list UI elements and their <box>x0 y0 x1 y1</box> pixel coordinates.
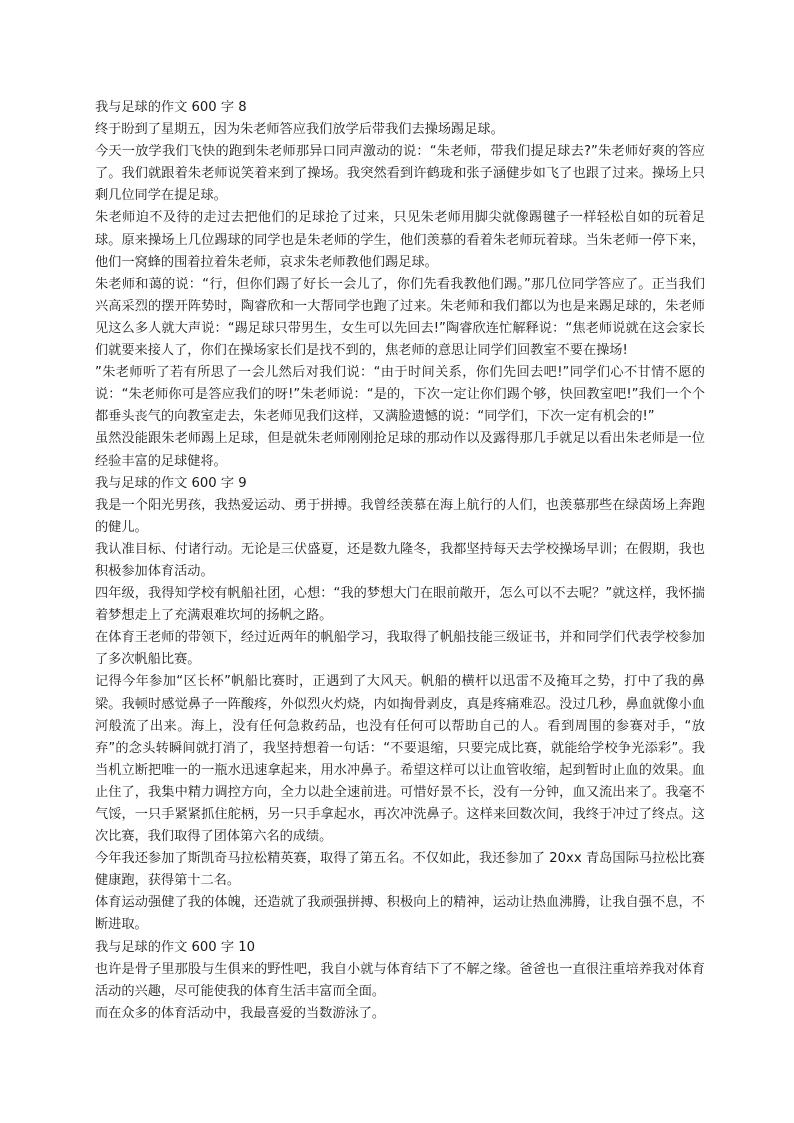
paragraph: 朱老师和蔼的说：“行，但你们踢了好长一会儿了，你们先看我教他们踢。”那几位同学答应了。正当我们兴高采烈的摆开阵势时，陶睿欣和一大帮同学也跑了过来。朱老师和我们都以为也是来踢足球的，朱老师见这么多人就大声说：“踢足球只带男生，女生可以先回去!”陶睿欣连忙解释说：“焦老师说就在这会家长们就要来接人了，你们在操场家长们是找不到的，焦老师的意思让同学们回教室不要在操场! <box>95 276 705 359</box>
paragraph: 我认准目标、付诸行动。无论是三伏盛夏，还是数九隆冬，我都坚持每天去学校操场早训；在假期，我也积极参加体育活动。 <box>95 541 705 579</box>
paragraph: 记得今年参加“区长杯”帆船比赛时，正遇到了大风天。帆船的横杆以迅雷不及掩耳之势，打中了我的鼻梁。我顿时感觉鼻子一阵酸疼，外似烈火灼烧，内如掏骨剥皮，真是疼痛难忍。没过几秒，鼻血就像小血河般流了出来。海上，没有任何急救药品，也没有任何可以帮助自己的人。看到周围的参赛对手，“放弃”的念头转瞬间就打消了，我坚持想着一句话：“不要退缩，只要完成比赛，就能给学校争光添彩”。我当机立断把唯一的一瓶水迅速拿起来，用水冲鼻子。希望这样可以让血管收缩，起到暂时止血的效果。血止住了，我集中精力调控方向，全力以赴全速前进。可惜好景不长，没有一分钟，血又流出来了。我毫不气馁，一只手紧紧抓住舵柄，另一只手拿起水，再次冲洗鼻子。这样来回数次间，我终于冲过了终点。这次比赛，我们取得了团体第六名的成绩。 <box>95 674 705 845</box>
essay-heading-9: 我与足球的作文 600 字 9 <box>95 475 247 491</box>
paragraph: ”朱老师听了若有所思了一会儿然后对我们说：“由于时间关系，你们先回去吧!”同学们心不甘情不愿的说：“朱老师你可是答应我们的呀!”朱老师说：“是的，下次一定让你们踢个够，快回教室吧!”我们一个个都垂头丧气的向教室走去，朱老师见我们这样，又满脸遗憾的说：“同学们，下次一定有机会的!” <box>95 365 705 425</box>
paragraph: 而在众多的体育活动中，我最喜爱的当数游泳了。 <box>95 1005 386 1021</box>
essay-heading-10: 我与足球的作文 600 字 10 <box>95 939 256 955</box>
paragraph: 今年我还参加了斯凯奇马拉松精英赛，取得了第五名。不仅如此，我还参加了 20xx 青岛国际马拉松比赛健康跑，获得第十二名。 <box>95 851 705 889</box>
paragraph: 虽然没能跟朱老师踢上足球，但是就朱老师刚刚抢足球的那动作以及露得那几手就足以看出朱老师是一位经验丰富的足球健将。 <box>95 431 705 469</box>
paragraph: 体育运动强健了我的体魄，还造就了我顽强拼搏、积极向上的精神，运动让热血沸腾，让我自强不息，不断进取。 <box>95 895 705 933</box>
document-page <box>95 97 705 1025</box>
paragraph: 朱老师迫不及待的走过去把他们的足球抢了过来，只见朱老师用脚尖就像踢毽子一样轻松自如的玩着足球。原来操场上几位踢球的同学也是朱老师的学生，他们羡慕的看着朱老师玩着球。当朱老师一停下来，他们一窝蜂的围着拉着朱老师，哀求朱老师教他们踢足球。 <box>95 210 705 270</box>
paragraph: 也许是骨子里那股与生俱来的野性吧，我自小就与体育结下了不解之缘。爸爸也一直很注重培养我对体育活动的兴趣，尽可能使我的体育生活丰富而全面。 <box>95 961 705 999</box>
essay-heading-8: 我与足球的作文 600 字 8 <box>95 100 247 115</box>
paragraph: 四年级，我得知学校有帆船社团，心想：“我的梦想大门在眼前敞开，怎么可以不去呢？”就这样，我怀揣着梦想走上了充满艰难坎坷的扬帆之路。 <box>95 586 705 624</box>
paragraph: 今天一放学我们飞快的跑到朱老师那异口同声激动的说：“朱老师，带我们提足球去?”朱老师好爽的答应了。我们就跟着朱老师说笑着来到了操场。我突然看到许鹤珑和张子涵健步如飞了也跟了过来。操场上只剩几位同学在提足球。 <box>95 144 705 204</box>
paragraph: 在体育王老师的带领下，经过近两年的帆船学习，我取得了帆船技能三级证书，并和同学们代表学校参加了多次帆船比赛。 <box>95 630 705 668</box>
paragraph: 终于盼到了星期五，因为朱老师答应我们放学后带我们去操场踢足球。 <box>95 122 504 138</box>
paragraph: 我是一个阳光男孩，我热爱运动、勇于拼搏。我曾经羡慕在海上航行的人们，也羡慕那些在绿茵场上奔跑的健儿。 <box>95 497 705 535</box>
